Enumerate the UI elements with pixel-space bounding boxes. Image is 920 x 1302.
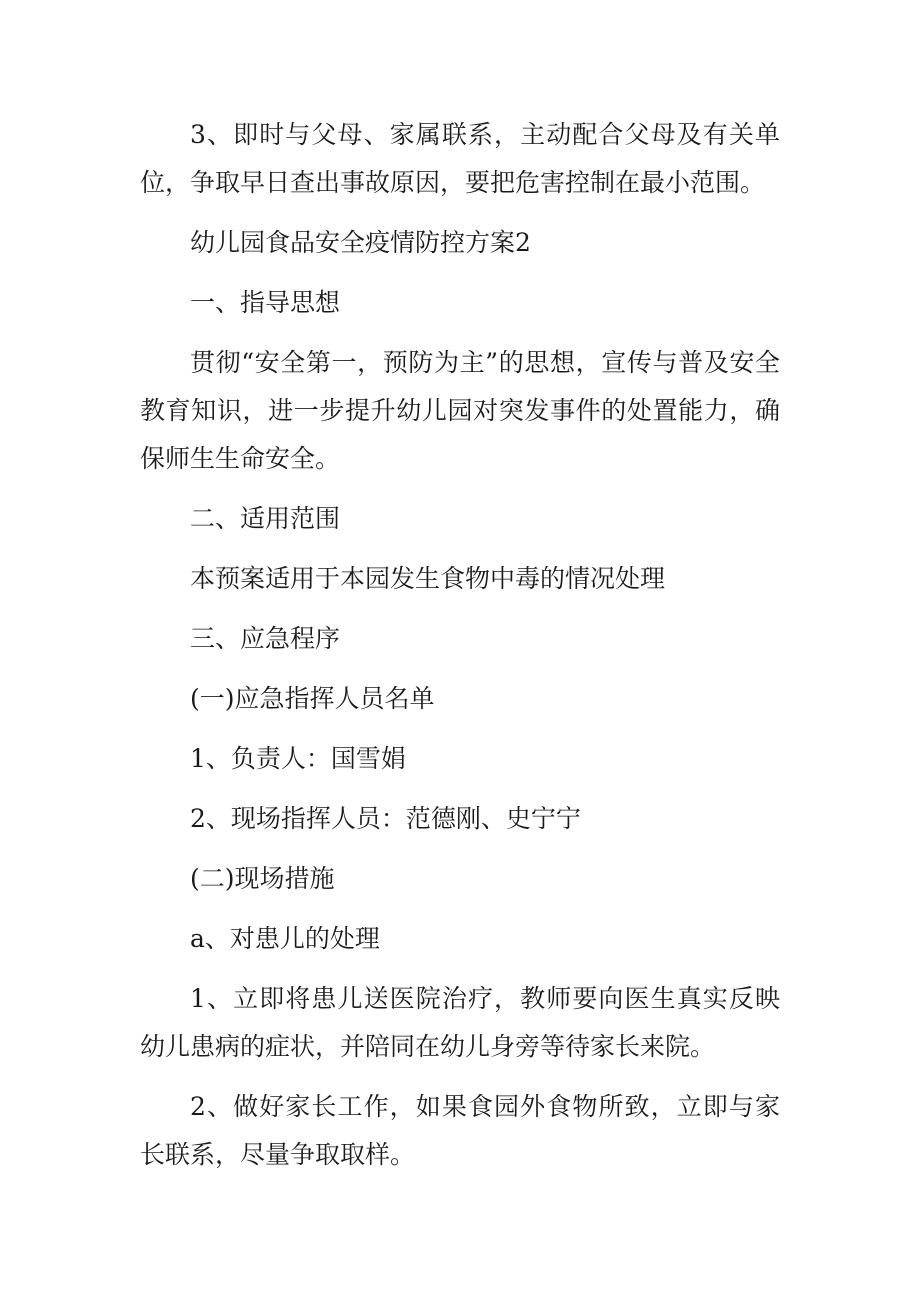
- heading-scope: 二、适用范围: [190, 504, 341, 533]
- paragraph-parent-work: 2、做好家长工作，如果食园外食物所致，立即与家长联系，尽量争取取样。: [140, 1092, 780, 1169]
- subheading-onsite-measures: (二)现场措施: [190, 864, 335, 893]
- heading-emergency-procedure: 三、应急程序: [190, 624, 341, 653]
- section-title-plan-2: 幼儿园食品安全疫情防控方案2: [190, 228, 531, 257]
- paragraph-send-to-hospital: 1、立即将患儿送医院治疗，教师要向医生真实反映幼儿患病的症状，并陪同在幼儿身旁等待家长来院。: [140, 984, 780, 1061]
- subheading-command-staff: (一)应急指挥人员名单: [190, 684, 435, 713]
- paragraph-guiding-idea: 贯彻“安全第一，预防为主”的思想，宣传与普及安全教育知识，进一步提升幼儿园对突发事件的处置能力，确保师生生命安全。: [140, 348, 780, 473]
- paragraph-contact-parents: 3、即时与父母、家属联系，主动配合父母及有关单位，争取早日查出事故原因，要把危害控制在最小范围。: [140, 120, 780, 197]
- item-onsite-commanders: 2、现场指挥人员：范德刚、史宁宁: [190, 804, 581, 833]
- paragraph-scope: 本预案适用于本园发生食物中毒的情况处理: [190, 564, 666, 593]
- subheading-patient-handling: a、对患儿的处理: [190, 924, 380, 953]
- heading-guiding-idea: 一、指导思想: [190, 288, 341, 317]
- item-person-in-charge: 1、负责人：国雪娟: [190, 744, 406, 773]
- document-body: [140, 111, 780, 1191]
